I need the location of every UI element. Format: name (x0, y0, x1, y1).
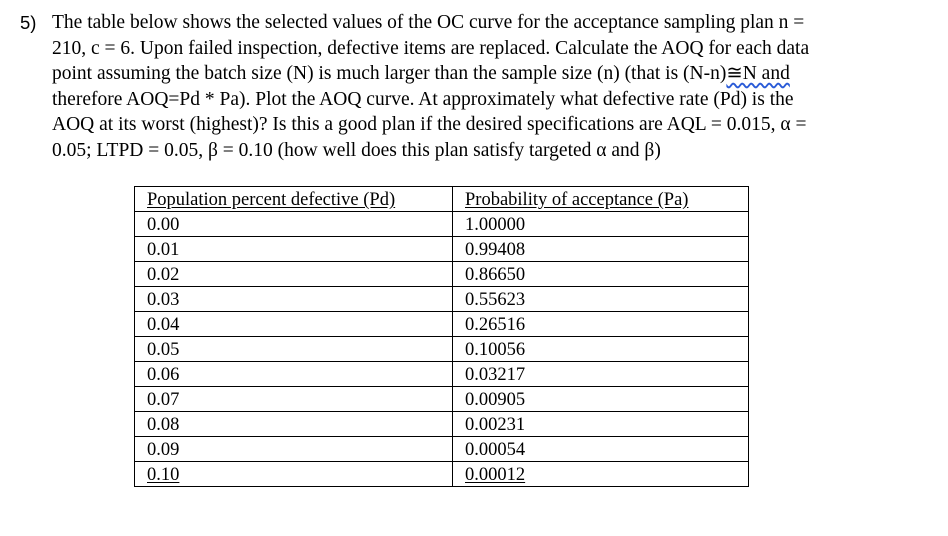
table-row (135, 262, 749, 287)
table-row (135, 437, 749, 462)
table-row (135, 337, 749, 362)
pa-cell: 0.55623 (453, 287, 749, 312)
pd-cell: 0.00 (135, 212, 453, 237)
table-row (135, 412, 749, 437)
pd-cell: 0.09 (135, 437, 453, 462)
table-row (135, 387, 749, 412)
question-line: The table below shows the selected values of the OC curve for the acceptance sampling plan n = (52, 12, 805, 33)
pa-cell: 0.10056 (453, 337, 749, 362)
header-pa: Probability of acceptance (Pa) (453, 187, 749, 212)
pa-cell: 1.00000 (453, 212, 749, 237)
pa-cell: 0.00231 (453, 412, 749, 437)
table-row (135, 287, 749, 312)
pd-cell: 0.10 (135, 462, 453, 487)
pa-cell: 0.03217 (453, 362, 749, 387)
pd-cell: 0.07 (135, 387, 453, 412)
pd-cell: 0.06 (135, 362, 453, 387)
table-row (135, 462, 749, 487)
question-line-text: point assuming the batch size (N) is much larger than the sample size (n) (that is (N-n) (52, 63, 727, 84)
pa-cell: 0.00905 (453, 387, 749, 412)
pa-cell: 0.99408 (453, 237, 749, 262)
question-line: 0.05; LTPD = 0.05, β = 0.10 (how well does this plan satisfy targeted α and β) (52, 139, 661, 161)
table-row (135, 237, 749, 262)
pd-cell: 0.08 (135, 412, 453, 437)
pa-cell: 0.86650 (453, 262, 749, 287)
table-header-row (135, 187, 749, 212)
question-number: 5) (20, 12, 37, 33)
question-text (52, 10, 922, 163)
question-line (52, 61, 922, 87)
question-line: AOQ at its worst (highest)? Is this a good plan if the desired specifications are AQL = 0.015, α = (52, 114, 807, 135)
pa-cell: 0.00054 (453, 437, 749, 462)
question-line: therefore AOQ=Pd * Pa). Plot the AOQ curve. At approximately what defective rate (Pd) is the (52, 88, 794, 110)
pa-cell: 0.00012 (453, 462, 749, 487)
question-line: 210, c = 6. Upon failed inspection, defective items are replaced. Calculate the AOQ for each data (52, 37, 810, 59)
table-row (135, 362, 749, 387)
pd-cell: 0.02 (135, 262, 453, 287)
table-row (135, 212, 749, 237)
pd-cell: 0.05 (135, 337, 453, 362)
header-pd: Population percent defective (Pd) (135, 187, 453, 212)
pd-cell: 0.01 (135, 237, 453, 262)
pd-cell: 0.03 (135, 287, 453, 312)
pd-cell: 0.04 (135, 312, 453, 337)
table-row (135, 312, 749, 337)
approx-equal-spellcheck-mark: ≅N and (726, 63, 790, 84)
pa-cell: 0.26516 (453, 312, 749, 337)
oc-curve-table (134, 186, 749, 487)
